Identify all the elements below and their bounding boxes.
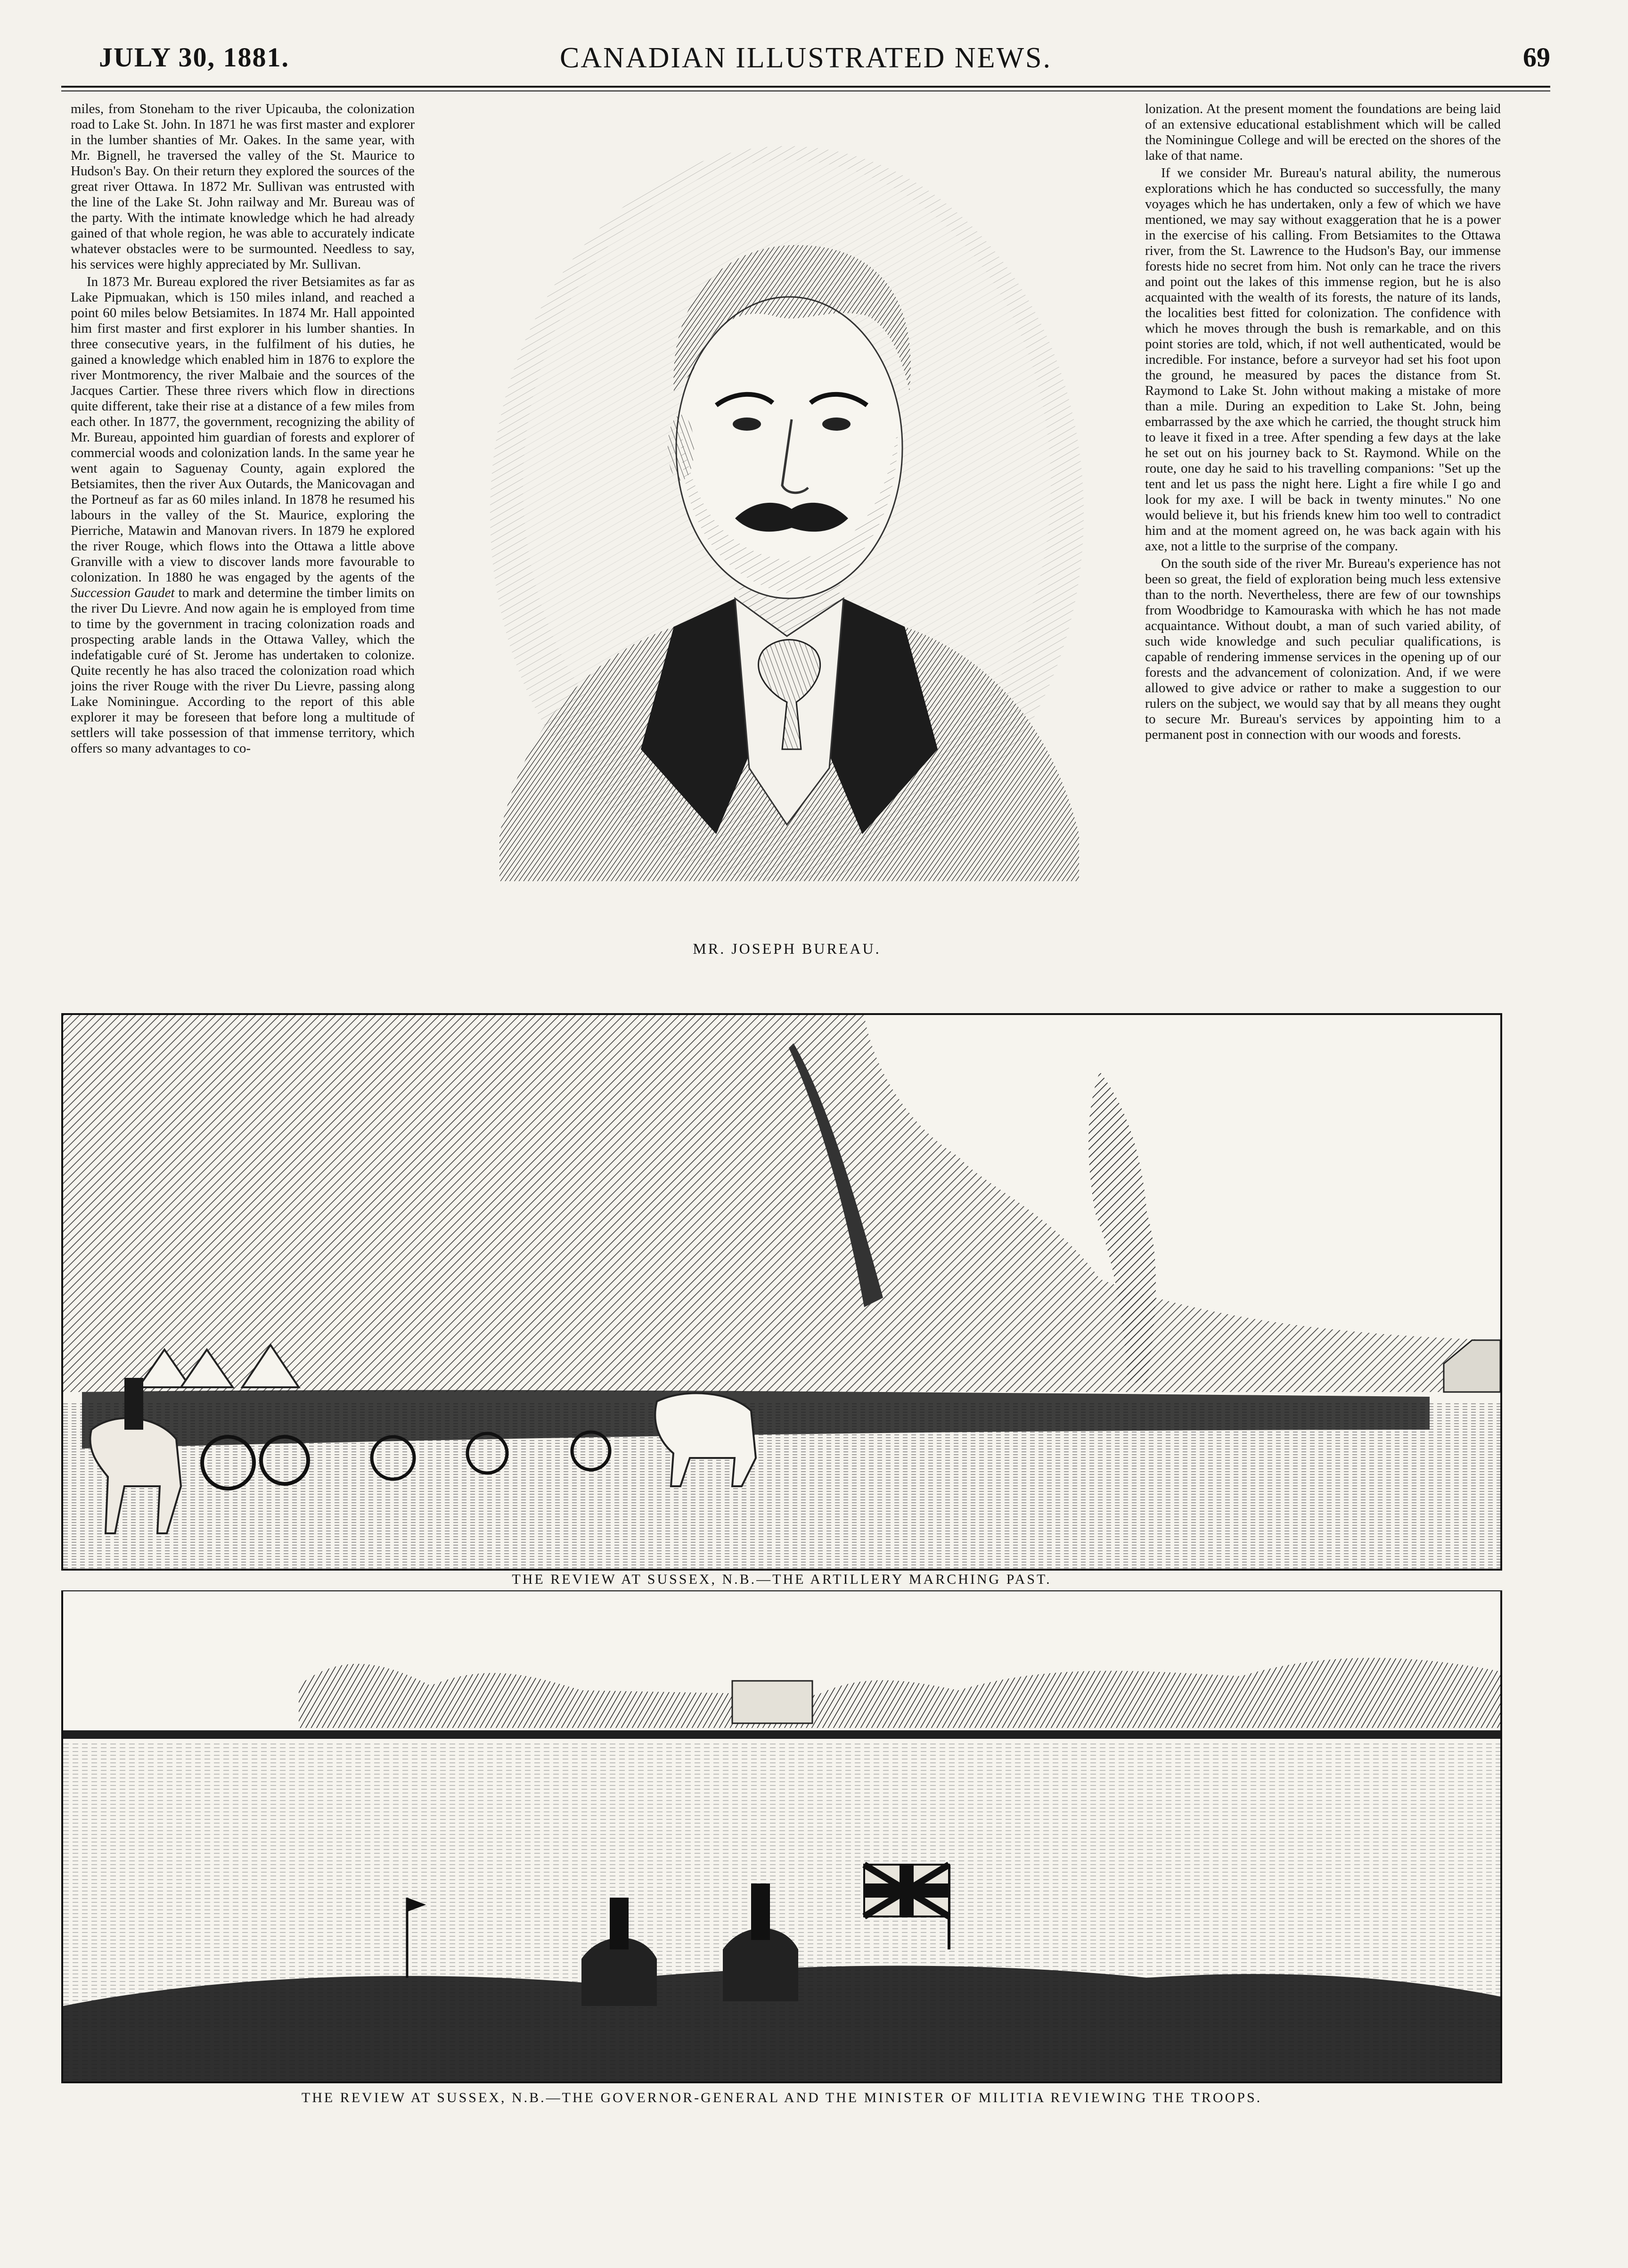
portrait-caption: MR. JOSEPH BUREAU. — [693, 940, 881, 957]
publication-title: CANADIAN ILLUSTRATED NEWS. — [559, 42, 1052, 74]
article-paragraph: miles, from Stoneham to the river Upicauba, the colonization road to Lake St. John. In 1871 he was first master and explorer in the lumber shanties of Mr. Oakes. In the same year, with Mr. Bignell, he traversed the valley of the St. Maurice to Hudson's Bay. On their return they explored the sources of the great river Ottawa. In 1872 Mr. Sullivan was entrusted with the line of the Lake St. John railway and Mr. Bureau was of the party. With the intimate knowledge which he had already gained of that whole region, he was able to accurately indicate whatever obstacles were to be surmounted. Needless to say, his services were highly appreciated by Mr. Sullivan. — [71, 101, 415, 272]
union-flag-icon — [864, 1865, 949, 1916]
review-engraving — [61, 1590, 1502, 2083]
article-right-column — [1145, 101, 1501, 987]
article-text: In 1873 Mr. Bureau explored the river Betsiamites as far as Lake Pipmuakan, which is 150 miles inland, and reached a point 60 miles below Betsiamites. In 1874 Mr. Hall appointed him first master and first explorer in his lumber shanties. In three consecutive years, in the fulfilment of his duties, he gained a knowledge which enabled him in 1876 to explore the river Montmorency, the river Malbaie and the sources of the Jacques Cartier. These three rivers which flow in directions quite different, take their rise at a distance of a few miles from each other. In 1877, the government, recognizing the ability of Mr. Bureau, appointed him guardian of forests and explorer of commercial woods and colonization lands. In the same year he went again to Saguenay County, again explored the Betsiamites, then the river Aux Outards, the Manicovagan and the Portneuf as far as 60 miles inland. In 1878 he resumed his labours in the valley of the St. Maurice, exploring the Pierriche, Matawin and Manovan rivers. In 1879 he explored the river Rouge, which flows into the Ottawa a little above Granville with a view to discover lands more favourable to colonization. In 1880 he was engaged by the agents of the — [71, 274, 415, 585]
article-paragraph: lonization. At the present moment the foundations are being laid of an extensive educational establishment which will be called the Nominingue College and will be erected on the shores of the lake of that name. — [1145, 101, 1501, 163]
issue-date: JULY 30, 1881. — [99, 42, 289, 73]
artillery-caption: THE REVIEW AT SUSSEX, N.B.—THE ARTILLERY MARCHING PAST. — [512, 1572, 1052, 1587]
artillery-scene — [63, 1015, 1500, 1569]
page-number: 69 — [1523, 42, 1550, 73]
portrait-image — [471, 127, 1103, 900]
italic-title: Succession Gaudet — [71, 585, 175, 600]
review-caption: THE REVIEW AT SUSSEX, N.B.—THE GOVERNOR-GENERAL AND THE MINISTER OF MILITIA REVIEWING THE TROOPS. — [301, 2090, 1262, 2105]
article-text: to mark and determine the timber limits on the river Du Lievre. And now again he is employed from time to time by the government in tracing colonization roads and prospecting arable lands in the Ottawa Valley, which the indefatigable curé of St. Jerome has undertaken to colonize. Quite recently he has also traced the colonization road which joins the river Rouge with the river Du Lievre, passing along Lake Nominingue. According to the report of this able explorer it may be foreseen that before long a multitude of settlers will take possession of that immense territory, which offers so many advantages to co- — [71, 585, 415, 756]
article-paragraph — [71, 274, 415, 756]
article-paragraph: On the south side of the river Mr. Bureau's experience has not been so great, the field of exploration being much less extensive than to the north. Nevertheless, there are few of our townships from Woodbridge to Kamouraska with which he has not made acquaintance. Without doubt, a man of such varied ability, of such wide knowledge and such peculiar qualifications, is capable of rendering immense services in the opening up of our forests and the advancement of colonization. And, if we were allowed to give advice or rather to make a suggestion to our rulers on the subject, we would say that by all means they ought to secure Mr. Bureau's services by appointing him to a permanent post in connection with our woods and forests. — [1145, 556, 1501, 742]
article-left-column — [71, 101, 415, 987]
review-scene — [63, 1591, 1500, 2081]
article-paragraph: If we consider Mr. Bureau's natural ability, the numerous explorations which he has conducted so successfully, the many voyages which he has undertaken, only a few of which we have mentioned, we may say without exaggeration that he is a power in the exercise of his calling. From Betsiamites to the Ottawa river, from the St. Lawrence to the Hudson's Bay, our immense forests hide no secret from him. Not only can he trace the rivers and point out the lakes of this immense region, but he is also acquainted with the wealth of its forests, the nature of its lands, the localities best fitted for colonization. The confidence with which he moves through the bush is remarkable, and on this point stories are told, which, if not well authenticated, would be incredible. For instance, before a surveyor had set his foot upon the ground, he measured by paces the distance from St. Raymond to Lake St. John without making a mistake of more than a mile. During an expedition to Lake St. John, being embarrassed by the axe which he carried, the thought struck him to leave it fixed in a tree. After spending a few days at the lake he set out on his journey back to St. Raymond. While on the route, one day he said to his travelling companions: "Set up the tent and let us pass the night here. Light a fire while I go and look for my axe. I will be back in twenty minutes." No one would believe it, but his friends knew him too well to contradict him and at the moment agreed on, he was back again with his axe, not a little to the surprise of the company. — [1145, 165, 1501, 554]
artillery-engraving — [61, 1013, 1502, 1571]
masthead-rule — [61, 86, 1550, 88]
portrait-engraving — [471, 127, 1103, 900]
masthead — [61, 41, 1550, 79]
masthead-rule-thin — [61, 90, 1550, 91]
